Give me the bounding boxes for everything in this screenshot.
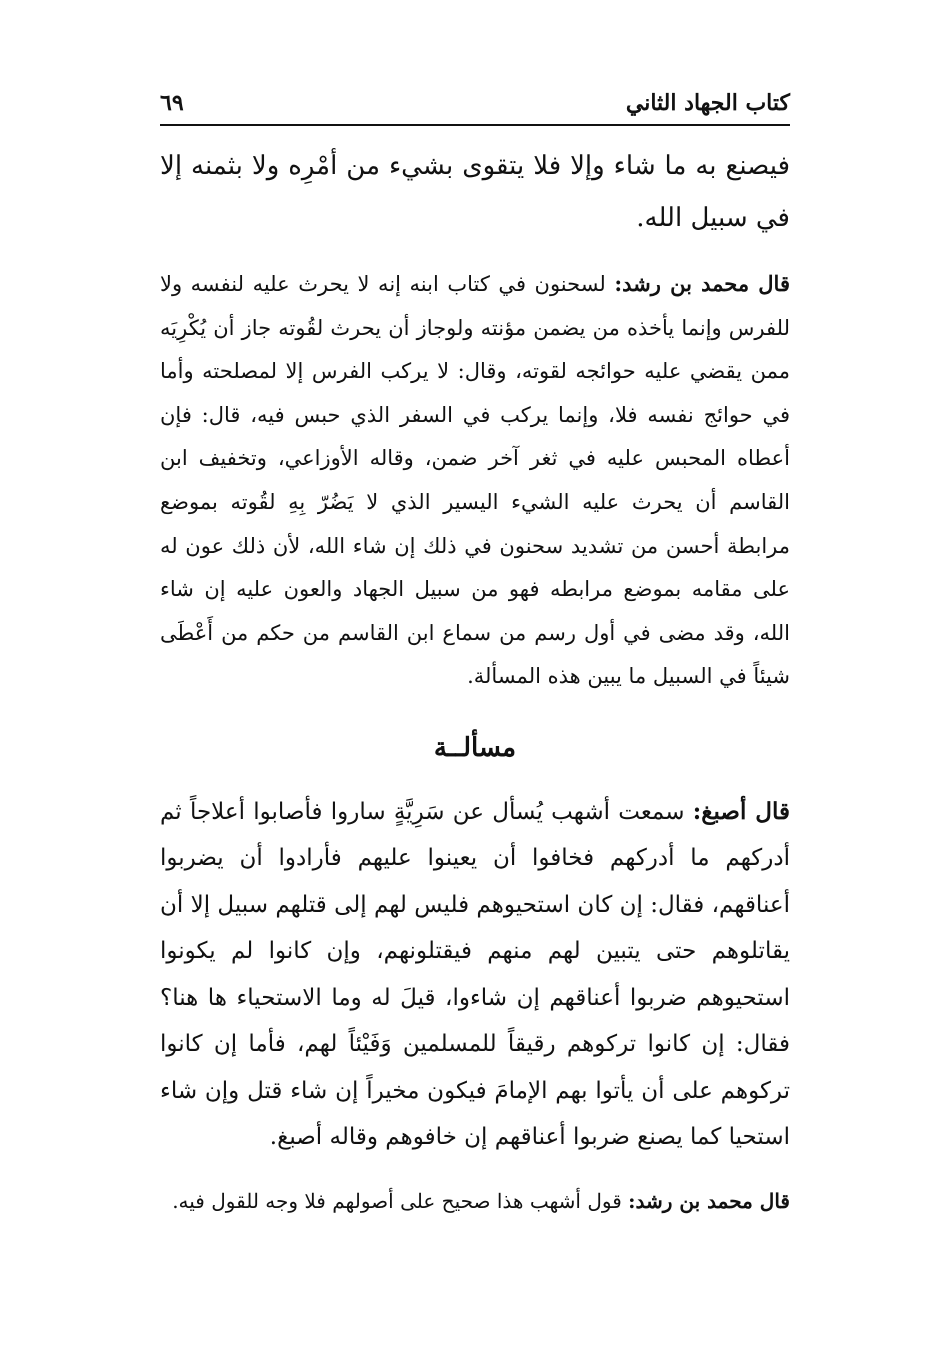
running-title: كتاب الجهاد الثاني [625,90,790,116]
paragraph-4-speaker: قال محمد بن رشد: [628,1188,790,1213]
paragraph-4 [160,1179,790,1223]
paragraph-2 [160,262,790,699]
paragraph-2-text: لسحنون في كتاب ابنه إنه لا يحرث عليه لنفسه ولا للفرس وإنما يأخذه من يضمن مؤنته ولوجاز أن يحرث لقُوته جاز أن يُكْرِيَه ممن يقضي عليه حوائجه لقوته، وقال: لا يركب الفرس إلا لمصلحته وأما في حوائج نفسه فلا، وإنما يركب في السفر الذي حبس فيه، قال: فإن أعطاه المحبس عليه في ثغر آخر ضمن، وقاله الأوزاعي، وتخفيف ابن القاسم أن يحرث عليه الشيء اليسير الذي لا يَضُرّ بِهِ لقُوته بموضع مرابطة أحسن من تشديد سحنون في ذلك إن شاء الله، لأن ذلك عون له على مقامه بموضع مرابطه فهو من سبيل الجهاد والعون عليه إن شاء الله، وقد مضى في أول رسم من سماع ابن القاسم من حكم من أَعْطَى شيئاً في السبيل ما يبين هذه المسألة. [160,272,790,689]
paragraph-3 [160,789,790,1161]
paragraph-4-text: قول أشهب هذا صحيح على أصولهم فلا وجه للقول فيه. [172,1188,622,1213]
page-number: ٦٩ [160,90,184,116]
paragraph-1-text: فيصنع به ما شاء وإلا فلا يتقوى بشيء من أمْرِه ولا بثمنه إلا في سبيل الله. [160,151,790,233]
paragraph-3-speaker: قال أصبغ: [692,797,790,825]
paragraph-3-text: سمعت أشهب يُسأل عن سَرِيَّةٍ ساروا فأصابوا أعلاجاً ثم أدركهم ما أدركهم فخافوا أن يعينوا عليهم فأرادوا أن يضربوا أعناقهم، فقال: إن كان استحيوهم فليس لهم إلى قتلهم سبيل إلا أن يقاتلوهم حتى يتبين لهم منهم فيقتلونهم، وإن كانوا لم يكونوا استحيوهم ضربوا أعناقهم إن شاءوا، قيلَ له وما الاستحياء ها هنا؟ فقال: إن كانوا تركوهم رقيقاً للمسلمين وَفَيْئاً لهم، فأما إن كانوا تركوهم على أن يأتوا بهم الإمامَ فيكون مخيراً إن شاء قتل وإن شاء استحيا كما يصنع ضربوا أعناقهم إن خافوهم وقاله أصبغ. [160,798,790,1151]
page-body [160,140,790,1223]
section-heading: مسألــة [433,732,517,763]
paragraph-1 [160,140,790,244]
page-header [160,84,790,126]
paragraph-2-speaker: قال محمد بن رشد: [614,271,790,296]
